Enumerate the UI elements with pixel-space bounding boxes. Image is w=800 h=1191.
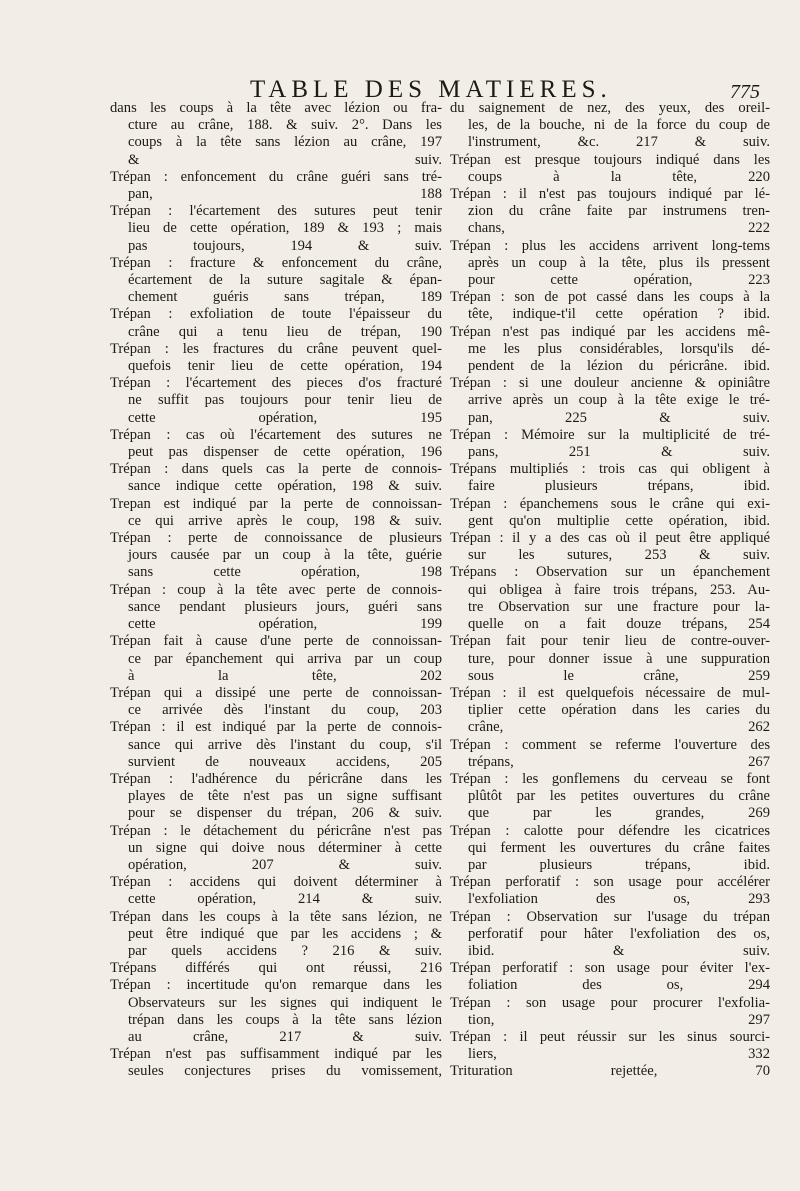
index-entry-line: du saignement de nez, des yeux, des oreil- (450, 100, 770, 116)
index-entry (110, 530, 442, 582)
index-entry-line: Trépan : les gonflemens du cerveau se font (450, 770, 770, 787)
index-entry-line: Trépan fait à cause d'une perte de connoissan- (110, 633, 442, 650)
index-entry-line: & suiv. (128, 151, 442, 168)
index-entry (450, 874, 770, 908)
index-entry-line: cette opération, 195 (128, 409, 442, 426)
index-entry (450, 737, 770, 771)
index-entry (110, 1046, 442, 1080)
index-entry-line: l'instrument, &c. 217 & suiv. (468, 134, 770, 151)
index-entry-line: Trépan : fracture & enfoncement du crâne, (110, 254, 442, 271)
index-entry-line: Trépan : les fractures du crâne peuvent quel- (110, 340, 442, 357)
index-entry (450, 186, 770, 238)
index-entry-line: pour se dispenser du trépan, 206 & suiv. (128, 805, 442, 822)
index-entry-line: Trépan : il peut réussir sur les sinus sourci- (450, 1028, 770, 1045)
index-entry-line: faire plusieurs trépans, ibid. (468, 478, 770, 495)
index-entry-line: crâne, 262 (468, 719, 770, 736)
index-entry-line: Trépan : l'écartement des sutures peut tenir (110, 203, 442, 220)
index-entry-line: les, de la bouche, ni de la force du coup de (468, 117, 770, 134)
index-entry (110, 306, 442, 340)
index-entry (110, 341, 442, 375)
index-entry-line: Trépan : enfoncement du crâne guéri sans tré- (110, 168, 442, 185)
index-entry-line: sous le crâne, 259 (468, 667, 770, 684)
index-entry (110, 633, 442, 685)
index-entry (450, 530, 770, 564)
index-entry-line: pans, 251 & suiv. (468, 444, 770, 461)
index-entry-line: trépan dans les coups à la tête sans lézion (128, 1011, 442, 1028)
index-entry-line: sans cette opération, 198 (128, 564, 442, 581)
right-column (450, 100, 770, 1081)
index-entry-line: coups à la tête, 220 (468, 168, 770, 185)
index-entry-line: Trépan perforatif : son usage pour accélérer (450, 874, 770, 891)
index-entry-line: que par les grandes, 269 (468, 805, 770, 822)
index-entry-line: perforatif pour hâter l'exfoliation des os, (468, 925, 770, 942)
index-entry-line: ne suffit pas toujours pour tenir lieu de (128, 392, 442, 409)
index-entry (110, 960, 442, 977)
running-title: TABLE DES MATIERES. (250, 76, 612, 103)
index-entry (110, 203, 442, 255)
index-entry-line: Trépan : exfoliation de toute l'épaisseur du (110, 306, 442, 323)
index-entry (450, 564, 770, 633)
index-entry-line: Trépan : coup à la tête avec perte de connois- (110, 581, 442, 598)
index-entry-line: chans, 222 (468, 220, 770, 237)
left-column (110, 100, 442, 1081)
index-entry-line: Trépan : le détachement du péricrâne n'est pas (110, 822, 442, 839)
index-entry-line: par plusieurs trépans, ibid. (468, 856, 770, 873)
index-entry-line: l'exfoliation des os, 293 (468, 891, 770, 908)
index-entry-line: qui ferment les ouvertures du crâne faites (468, 839, 770, 856)
index-entry-line: Trepan est indiqué par la perte de connoissan- (110, 495, 442, 512)
index-entry-line: Trépan : incertitude qu'on remarque dans les (110, 977, 442, 994)
index-entry-line: chement guéris sans trépan, 189 (128, 289, 442, 306)
index-entry-line: Trépan : Mémoire sur la multiplicité de tré- (450, 426, 770, 443)
index-entry-line: Trépan : son usage pour procurer l'exfolia- (450, 994, 770, 1011)
index-entry (110, 977, 442, 1046)
index-entry-line: Trépan dans les coups à la tête sans lézion, ne (110, 908, 442, 925)
index-entry-line: sance pendant plusieurs jours, guéri sans (128, 598, 442, 615)
index-entry-line: Trépan : l'écartement des pieces d'os fracturé (110, 375, 442, 392)
index-entry-line: ture, pour donner issue à une suppuration (468, 650, 770, 667)
index-entry-line: quefois tenir lieu de cette opération, 194 (128, 358, 442, 375)
index-entry (110, 909, 442, 961)
index-entry-line: Trépan qui a dissipé une perte de connoissan- (110, 684, 442, 701)
index-entry-line: Trépans multipliés : trois cas qui obligent à (450, 461, 770, 478)
index-entry (450, 960, 770, 994)
index-entry-line: lieu de cette opération, 189 & 193 ; mais (128, 220, 442, 237)
index-entry (110, 427, 442, 461)
index-entry (110, 169, 442, 203)
index-entry-line: Trépans : Observation sur un épanchement (450, 564, 770, 581)
index-entry-line: opération, 207 & suiv. (128, 856, 442, 873)
index-entry-line: gent qu'on multiplie cette opération, ibid. (468, 512, 770, 529)
index-entry-line: Trépan est presque toujours indiqué dans les (450, 151, 770, 168)
index-entry (110, 100, 442, 169)
index-entry-line: ce arrivée dès l'instant du coup, 203 (128, 702, 442, 719)
index-entry-line: survient de nouveaux accidens, 205 (128, 753, 442, 770)
index-entry-line: quelle on a fait douze trépans, 254 (468, 616, 770, 633)
index-entry-line: cture au crâne, 188. & suiv. 2°. Dans les (128, 117, 442, 134)
index-entry (450, 152, 770, 186)
index-entry-line: liers, 332 (468, 1046, 770, 1063)
index-entry (450, 685, 770, 737)
index-entry-line: Trépan : accidens qui doivent déterminer à (110, 874, 442, 891)
index-entry-line: Trépan : dans quels cas la perte de connois- (110, 461, 442, 478)
index-entry (450, 995, 770, 1029)
index-entry-line: au crâne, 217 & suiv. (128, 1028, 442, 1045)
index-entry (450, 238, 770, 290)
index-entry (450, 1063, 770, 1080)
index-entry-line: pan, 188 (128, 186, 442, 203)
index-entry-line: seules conjectures prises du vomissement, (128, 1063, 442, 1080)
index-entry-line: Trépan : calotte pour défendre les cicatrices (450, 822, 770, 839)
index-entry-line: cette opération, 199 (128, 616, 442, 633)
index-entry-line: plûtôt par les petites ouvertures du crâne (468, 788, 770, 805)
index-entry (110, 823, 442, 875)
index-entry-line: Trépans différés qui ont réussi, 216 (110, 960, 442, 977)
index-entry-line: dans les coups à la tête avec lézion ou fra- (110, 100, 442, 116)
index-entry-line: sance qui arrive dès l'instant du coup, s'il (128, 736, 442, 753)
index-entry-line: sur les sutures, 253 & suiv. (468, 547, 770, 564)
index-entry-line: foliation des os, 294 (468, 977, 770, 994)
index-entry (450, 100, 770, 152)
index-entry-line: sance indique cette opération, 198 & suiv. (128, 478, 442, 495)
index-entry-line: Trépan : Observation sur l'usage du trépan (450, 908, 770, 925)
index-entry-line: Trituration rejettée, 70 (450, 1063, 770, 1080)
index-entry (450, 375, 770, 427)
index-entry-line: cette opération, 214 & suiv. (128, 891, 442, 908)
index-entry-line: Trépan : l'adhérence du péricrâne dans les (110, 770, 442, 787)
index-entry-line: pendent de la lézion du péricrâne. ibid. (468, 358, 770, 375)
index-entry-line: tion, 297 (468, 1011, 770, 1028)
index-entry (450, 1029, 770, 1063)
index-entry (450, 461, 770, 495)
index-entry-line: Trépan : il y a des cas où il peut être appliqué (450, 530, 770, 547)
index-entry (450, 289, 770, 323)
index-entry (110, 719, 442, 771)
index-entry-line: trépans, 267 (468, 753, 770, 770)
index-entry-line: ce par épanchement qui arriva par un coup (128, 650, 442, 667)
index-entry-line: Trépan : il est indiqué par la perte de connois- (110, 719, 442, 736)
index-entry-line: tiplier cette opération dans les caries du (468, 702, 770, 719)
index-entry-line: Trépan n'est pas indiqué par les accidens mê- (450, 323, 770, 340)
index-entry (450, 324, 770, 376)
index-entry (450, 823, 770, 875)
index-entry (110, 582, 442, 634)
index-entry (450, 633, 770, 685)
page-number: 775 (730, 81, 760, 103)
index-entry (110, 461, 442, 495)
index-entry-line: Trépan : épanchemens sous le crâne qui exi- (450, 495, 770, 512)
index-entry (450, 909, 770, 961)
index-entry-line: Trépan perforatif : son usage pour éviter l'ex- (450, 960, 770, 977)
index-entry (110, 496, 442, 530)
index-entry-line: Trépan : il est quelquefois nécessaire de mul- (450, 684, 770, 701)
index-entry (110, 375, 442, 427)
index-entry-line: playes de tête n'est pas un signe suffisant (128, 788, 442, 805)
index-entry-line: jours causée par un coup à la tête, guérie (128, 547, 442, 564)
index-entry-line: Trépan : son de pot cassé dans les coups à la (450, 289, 770, 306)
index-entry-line: Trépan : cas où l'écartement des sutures ne (110, 426, 442, 443)
index-entry-line: pan, 225 & suiv. (468, 409, 770, 426)
index-entry-line: écartement de la suture sagitale & épan- (128, 272, 442, 289)
index-entry-line: pour cette opération, 223 (468, 272, 770, 289)
index-entry-line: coups à la tête sans lézion au crâne, 197 (128, 134, 442, 151)
index-entry-line: Trépan : perte de connoissance de plusieurs (110, 530, 442, 547)
index-entry-line: ce qui arrive après le coup, 198 & suiv. (128, 512, 442, 529)
index-entry (110, 685, 442, 719)
index-entry (110, 771, 442, 823)
index-entry-line: peut pas dispenser de cette opération, 196 (128, 444, 442, 461)
index-entry (110, 255, 442, 307)
index-entry-line: zion du crâne faite par instrumens tren- (468, 203, 770, 220)
index-entry-line: me les plus considérables, lorsqu'ils dé- (468, 340, 770, 357)
index-entry-line: à la tête, 202 (128, 667, 442, 684)
index-entry-line: tre Observation sur une fracture pour la- (468, 598, 770, 615)
index-entry-line: un signe qui doive nous déterminer à cette (128, 839, 442, 856)
index-entry-line: ibid. & suiv. (468, 942, 770, 959)
index-entry-line: peut être indiqué que par les accidens ; & (128, 925, 442, 942)
index-entry-line: Trépan n'est pas suffisamment indiqué par les (110, 1046, 442, 1063)
index-entry-line: crâne qui a tenu lieu de trépan, 190 (128, 323, 442, 340)
index-entry-line: qui obligea à faire trois trépans, 253. Au- (468, 581, 770, 598)
index-entry-line: arrive après un coup à la tête exige le tré- (468, 392, 770, 409)
index-entry-line: tête, indique-t'il cette opération ? ibid. (468, 306, 770, 323)
index-entry-line: après un coup à la tête, plus ils pressent (468, 254, 770, 271)
index-entry (450, 496, 770, 530)
index-entry (110, 874, 442, 908)
index-entry-line: pas toujours, 194 & suiv. (128, 237, 442, 254)
index-entry-line: Trépan : si une douleur ancienne & opiniâtre (450, 375, 770, 392)
index-entry-line: par quels accidens ? 216 & suiv. (128, 942, 442, 959)
index-entry-line: Observateurs sur les signes qui indiquent le (128, 994, 442, 1011)
index-entry-line: Trépan fait pour tenir lieu de contre-ouver- (450, 633, 770, 650)
index-entry-line: Trépan : plus les accidens arrivent long-tems (450, 237, 770, 254)
index-entry (450, 771, 770, 823)
index-entry (450, 427, 770, 461)
index-entry-line: Trépan : comment se referme l'ouverture des (450, 736, 770, 753)
index-entry-line: Trépan : il n'est pas toujours indiqué par lé- (450, 186, 770, 203)
